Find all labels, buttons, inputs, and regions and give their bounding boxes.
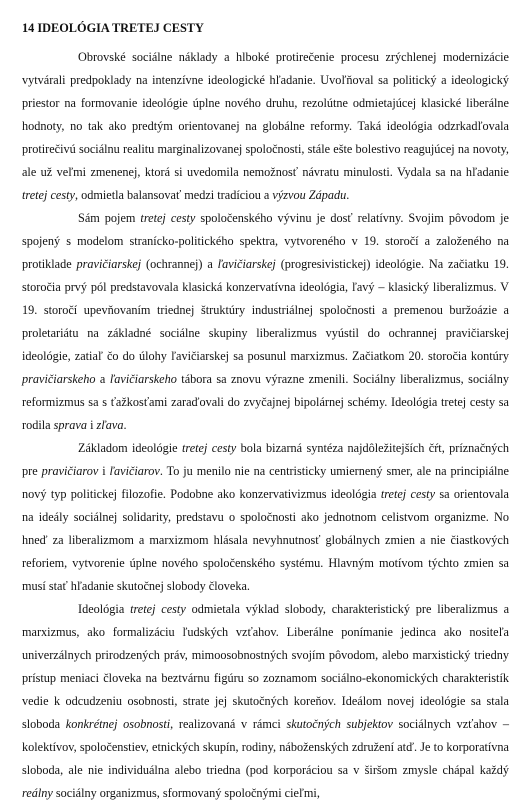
- text-run: odmietala výklad slobody, charakteristický pre liberalizmus a marxizmus, ako formalizáciu ľudských vzťahov. Liberálne ponímanie jedinca ako nositeľa univerzálnych prirodzených práv, mimoosobnostných svojím pôvodom, alebo marxistický triedny prístup meniaci človeka na beztvárnu figúru so zoznamom sociálno-ekonomických charakteristík vedie k odcudzeniu osobnosti, strate jej skutočných koreňov. Ideálom novej ideológie sa stala sloboda: [22, 602, 510, 731]
- text-run: . To ju menilo nie na centristicky umiernený smer, ale na principiálne nový typ politickej filozofie. Podobne ako konzervativizmus ideológia: [22, 464, 509, 501]
- italic-text: tretej cesty: [380, 487, 436, 501]
- text-run: a: [95, 372, 110, 386]
- text-run: sa orientovala na ideály sociálnej solidarity, predstavu o spoločnosti ako jednotnom celistvom organizme. No hneď za liberalizmom a marxizmom hlásala nevyhnutnosť globálnych zmien a nie čiastkových reforiem, vytvorenie úplne nového spoločenského systému. Hlavným motívom týchto zmien sa musí stať hľadanie skutočnej slobody človeka.: [22, 487, 509, 593]
- italic-text: ľavičiarskeho: [109, 372, 177, 386]
- text-run: Obrovské sociálne náklady a hlboké protirečenie procesu zrýchlenej modernizácie vytvárali predpoklady na intenzívne ideologické hľadanie. Uvoľňoval sa politický a ideologický priestor na formovanie ideológie úplne nového druhu, rezolútne odmietajúcej klasické liberálne hodnoty, no tak ako predtým orientovanej na globálne reformy. Taká ideológia odzrkadľovala protirečivú sociálnu realitu marginalizovanej spoločnosti, stále ešte bolestivo reagujúcej na novoty, ale už veľmi zmenenej, ktorá si uvedomila nemožnosť návratu minulosti. Vydala sa na hľadanie: [22, 50, 509, 179]
- text-run: Základom ideológie: [78, 441, 182, 455]
- italic-text: tretej cesty: [140, 211, 196, 225]
- italic-text: tretej cesty: [22, 188, 75, 202]
- italic-text: skutočných subjektov: [286, 717, 393, 731]
- italic-text: sprava: [53, 418, 87, 432]
- italic-text: tretej cesty: [181, 441, 237, 455]
- text-run: sociálnych vzťahov – kolektívov, spoločenstiev, etnických skupín, rodiny, náboženských združení atď. Je to korporatívna sloboda, ale nie individuálna alebo triedna (pod korporáciou sa v širšom zmysle chápal každý: [22, 717, 509, 777]
- italic-text: výzvou Západu: [272, 188, 347, 202]
- text-run: bola bizarná syntéza najdôležitejších čŕt, príznačných pre: [22, 441, 509, 478]
- paragraph: [22, 598, 509, 805]
- italic-text: ľavičiarskej: [217, 257, 276, 271]
- text-run: i: [98, 464, 110, 478]
- text-run: (ochrannej) a: [141, 257, 218, 271]
- paragraph: [22, 46, 509, 207]
- paragraph: [22, 207, 509, 437]
- text-run: sociálny organizmus, sformovaný spoločnými cieľmi,: [52, 786, 320, 800]
- text-run: , odmietla balansovať medzi tradíciou a: [74, 188, 273, 202]
- italic-text: zľava: [96, 418, 124, 432]
- italic-text: tretej cesty: [130, 602, 186, 616]
- text-run: .: [346, 188, 350, 202]
- italic-text: pravičiarskeho: [22, 372, 96, 386]
- text-run: Ideológia: [78, 602, 131, 616]
- italic-text: konkrétnej osobnosti: [65, 717, 171, 731]
- text-run: (progresivistickej) ideológie. Na začiatku 19. storočia prvý pól predstavovala klasická konzervatívna ideológia, ľavý – klasický liberalizmus. V 19. storočí upevňovaním triednej štruktúry industriálnej spoločnosti a premenou buržoázie a proletariátu na základné sociálne skupiny liberalizmus vyústil do ochrannej pravičiarskej ideológie, zatiaľ čo do úlohy ľavičiarskej sa posunul marxizmus. Začiatkom 20. storočia kontúry: [22, 257, 509, 363]
- text-run: i: [87, 418, 97, 432]
- text-run: tábora sa znovu výrazne zmenili. Sociálny liberalizmus, sociálny reformizmus sa s ťažkosťami zaraďovali do zvyčajnej bipolárnej schémy. Ideológia tretej cesty sa rodila: [22, 372, 510, 432]
- section-heading: 14 IDEOLÓGIA TRETEJ CESTY: [22, 21, 204, 35]
- paragraph: [22, 437, 509, 598]
- text-run: spoločenského vývinu je dosť relatívny. Svojim pôvodom je spojený s modelom stranícko-politického spektra, vytvoreného v 19. storočí a založeného na protiklade: [22, 211, 509, 271]
- text-run: .: [123, 418, 127, 432]
- text-run: , realizovaná v rámci: [170, 717, 287, 731]
- text-run: Sám pojem: [78, 211, 141, 225]
- italic-text: pravičiarskej: [76, 257, 142, 271]
- document-body: [22, 46, 509, 805]
- italic-text: pravičiarov: [41, 464, 99, 478]
- italic-text: ľavičiarov: [109, 464, 160, 478]
- italic-text: reálny: [22, 786, 53, 800]
